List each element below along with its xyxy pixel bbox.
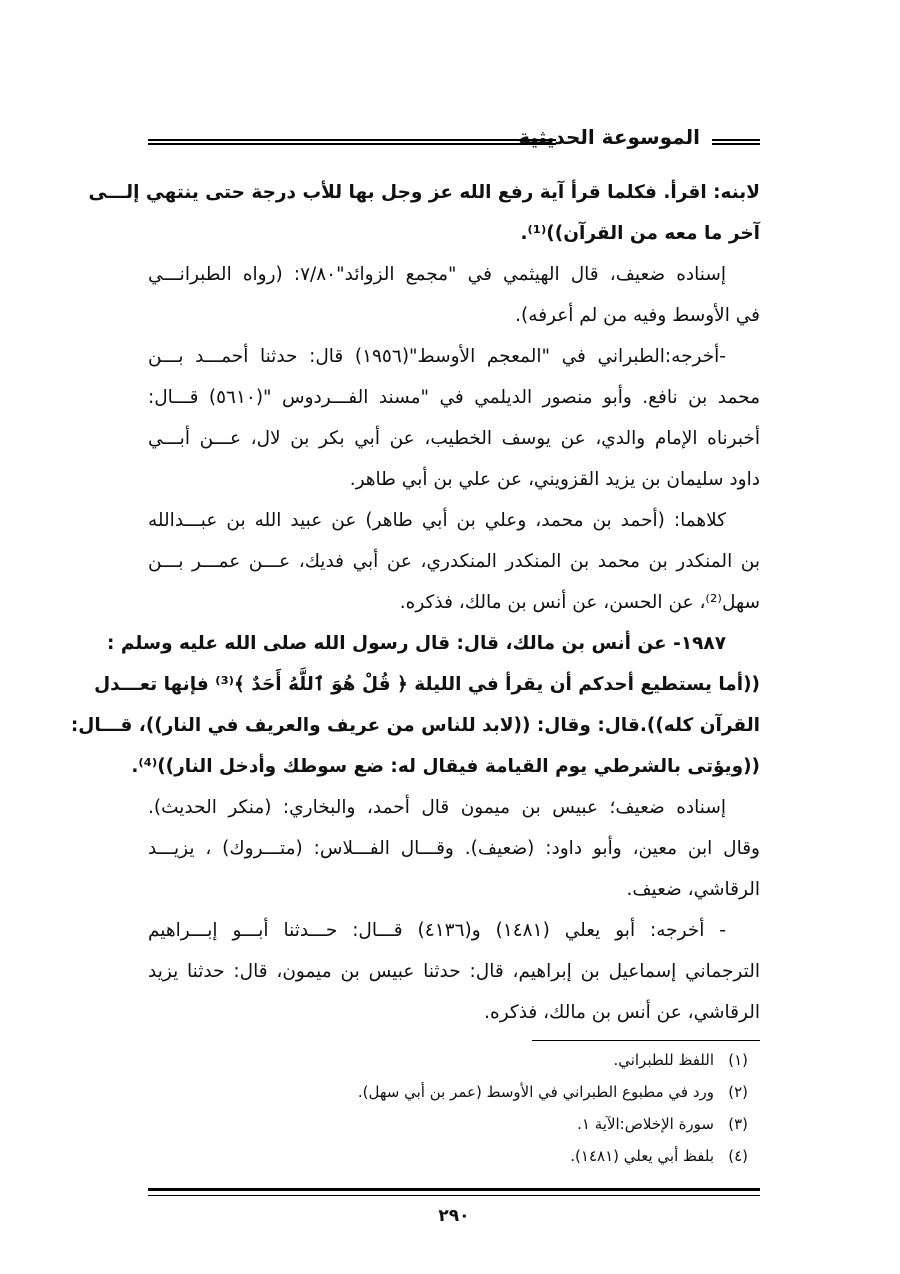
- text-line: -أخرجه:الطبراني في "المعجم الأوسط"(١٩٥٦) قال: حدثنا أحمـــد بـــن: [148, 346, 726, 367]
- text-line: لابنه: اقرأ. فكلما قرأ آية رفع الله عز وجل بها للأب درجة حتى ينتهي إلـــى: [88, 182, 760, 203]
- page-number: ٢٩٠: [438, 1206, 470, 1226]
- text-line: الرقاشي، عن أنس بن مالك، فذكره.: [484, 1002, 760, 1023]
- bottom-rule: [148, 1188, 760, 1191]
- text-line: في الأوسط وفيه من لم أعرفه).: [515, 305, 760, 326]
- footnote-number: (١): [728, 1051, 748, 1069]
- footnote-number: (٢): [728, 1083, 748, 1101]
- text-line: سهل⁽²⁾، عن الحسن، عن أنس بن مالك، فذكره.: [399, 592, 760, 613]
- body-text: [70, 172, 761, 1033]
- running-header: [148, 122, 760, 162]
- text-line: الترجماني إسماعيل بن إبراهيم، قال: حدثنا عبيس بن ميمون، قال: حدثنا يزيد: [148, 961, 760, 982]
- text-line: ١٩٨٧- عن أنس بن مالك، قال: قال رسول الله صلى الله عليه وسلم :: [107, 633, 726, 654]
- footnote-number: (٤): [728, 1147, 748, 1165]
- text-line: وقال ابن معين، وأبو داود: (ضعيف). وقـــال الفـــلاس: (متـــروك) ، يزيـــد: [148, 838, 760, 859]
- header-title: الموسوعة الحديثية: [518, 125, 700, 149]
- header-rule-left: [148, 139, 556, 145]
- footnote-text: سورة الإخلاص:الآية ١.: [577, 1115, 714, 1133]
- text-line: الرقاشي، ضعيف.: [626, 879, 760, 900]
- footnote-text: اللفظ للطبراني.: [613, 1051, 714, 1069]
- text-line: إسناده ضعيف، قال الهيثمي في "مجمع الزوائد"٧/٨٠: (رواه الطبرانـــي: [148, 264, 726, 285]
- footnote: [148, 1044, 760, 1076]
- text-line: بن المنكدر بن محمد بن المنكدر المنكدري، عن أبي فديك، عـــن عمـــر بـــن: [148, 551, 760, 572]
- text-line: ((أما يستطيع أحدكم أن يقرأ في الليلة ﴿ قُلْ هُوَ ٱللَّهُ أَحَدٌ ﴾⁽³⁾ فإنها تعـــدل: [94, 674, 760, 695]
- footnote: [148, 1108, 760, 1140]
- footnote-number: (٣): [728, 1115, 748, 1133]
- footnote: [148, 1140, 760, 1172]
- bottom-rule-thin: [148, 1195, 760, 1196]
- header-rule-right: [712, 139, 760, 145]
- footnotes: [148, 1044, 760, 1172]
- text-line: القرآن كله)).قال: وقال: ((لابد للناس من عريف والعريف في النار))، قـــال:: [70, 715, 760, 736]
- text-line: ((ويؤتى بالشرطي يوم القيامة فيقال له: ضع سوطك وأدخل النار))⁽⁴⁾.: [131, 756, 760, 777]
- document-page: [70, 0, 761, 1274]
- text-line: كلاهما: (أحمد بن محمد، وعلي بن أبي طاهر) عن عبيد الله بن عبـــدالله: [148, 510, 726, 531]
- text-line: أخبرناه الإمام والدي، عن يوسف الخطيب، عن أبي بكر بن لال، عـــن أبـــي: [148, 428, 760, 449]
- text-line: محمد بن نافع. وأبو منصور الديلمي في "مسند الفـــردوس "(٥٦١٠) قـــال:: [148, 387, 761, 408]
- footnote-separator: [532, 1040, 760, 1041]
- footnote: [148, 1076, 760, 1108]
- text-line: - أخرجه: أبو يعلي (١٤٨١) و(٤١٣٦) قـــال: حـــدثنا أبـــو إبـــراهيم: [148, 920, 726, 941]
- text-line: آخر ما معه من القرآن))⁽¹⁾.: [520, 223, 760, 244]
- text-line: إسناده ضعيف؛ عبيس بن ميمون قال أحمد، والبخاري: (منكر الحديث).: [148, 797, 726, 818]
- footnote-text: بلفظ أبي يعلي (١٤٨١).: [570, 1147, 714, 1165]
- text-line: داود سليمان بن يزيد القزويني، عن علي بن أبي طاهر.: [349, 469, 760, 490]
- footnote-text: ورد في مطبوع الطبراني في الأوسط (عمر بن أبي سهل).: [357, 1083, 714, 1101]
